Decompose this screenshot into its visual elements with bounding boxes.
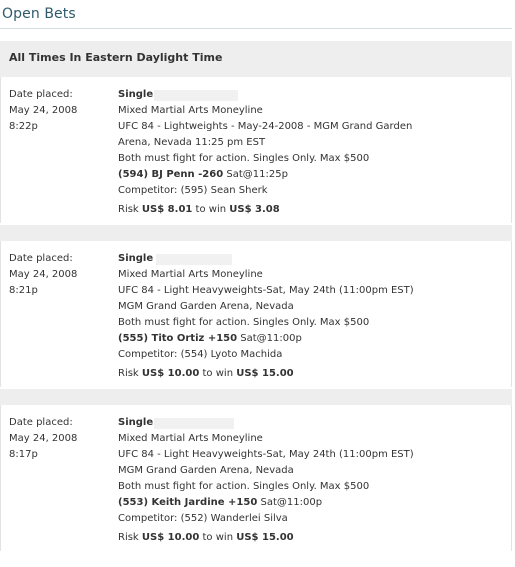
risk-label: Risk bbox=[118, 532, 139, 543]
bet-rules: Both must fight for action. Singles Only. Max $500 bbox=[118, 481, 370, 492]
redacted-ticket-number bbox=[154, 418, 234, 429]
bet-market: Mixed Martial Arts Moneyline bbox=[118, 105, 263, 116]
win-amount: US$ 15.00 bbox=[236, 532, 294, 543]
bet-date-column bbox=[9, 415, 77, 463]
bet-market: Mixed Martial Arts Moneyline bbox=[118, 433, 263, 444]
date-placed-label: Date placed: bbox=[9, 253, 73, 264]
bet-type: Single bbox=[118, 89, 154, 100]
bet-risk-row bbox=[118, 530, 508, 546]
bet-card bbox=[0, 241, 512, 387]
time-placed-value: 8:21p bbox=[9, 285, 38, 296]
date-placed-value: May 24, 2008 bbox=[9, 433, 78, 444]
date-placed-label: Date placed: bbox=[9, 89, 73, 100]
title-divider bbox=[0, 28, 512, 29]
bet-market: Mixed Martial Arts Moneyline bbox=[118, 269, 263, 280]
bet-type: Single bbox=[118, 253, 154, 264]
bet-card bbox=[0, 77, 512, 223]
page-title: Open Bets bbox=[2, 6, 76, 22]
time-placed-value: 8:22p bbox=[9, 121, 38, 132]
bet-event-line1: UFC 84 - Light Heavyweights-Sat, May 24th (11:00pm EST) bbox=[118, 285, 414, 296]
to-win-label: to win bbox=[202, 532, 234, 543]
bet-card bbox=[0, 405, 512, 551]
to-win-label: to win bbox=[195, 204, 227, 215]
bet-risk-row bbox=[118, 366, 508, 382]
bet-separator bbox=[0, 225, 512, 241]
to-win-label: to win bbox=[202, 368, 234, 379]
redacted-ticket-number bbox=[154, 90, 238, 101]
win-amount: US$ 15.00 bbox=[236, 368, 294, 379]
date-placed-label: Date placed: bbox=[9, 417, 73, 428]
bet-selection-time: Sat@11:25p bbox=[226, 169, 288, 180]
time-placed-value: 8:17p bbox=[9, 449, 38, 460]
bet-event-line2: MGM Grand Garden Arena, Nevada bbox=[118, 301, 294, 312]
bet-competitor: Competitor: (552) Wanderlei Silva bbox=[118, 513, 288, 524]
bet-details-column bbox=[118, 87, 508, 218]
redacted-ticket-number bbox=[156, 254, 232, 265]
bet-separator bbox=[0, 389, 512, 405]
bet-event-line2: MGM Grand Garden Arena, Nevada bbox=[118, 465, 294, 476]
bet-selection-time: Sat@11:00p bbox=[240, 333, 302, 344]
bet-event-line1: UFC 84 - Lightweights - May-24-2008 - MGM Grand Garden bbox=[118, 121, 413, 132]
bet-event-line2: Arena, Nevada 11:25 pm EST bbox=[118, 137, 266, 148]
bet-competitor: Competitor: (595) Sean Sherk bbox=[118, 185, 268, 196]
risk-amount: US$ 8.01 bbox=[141, 204, 193, 215]
timezone-banner bbox=[0, 41, 512, 77]
bet-event-line1: UFC 84 - Light Heavyweights-Sat, May 24th (11:00pm EST) bbox=[118, 449, 414, 460]
bet-selection: (555) Tito Ortiz +150 bbox=[118, 333, 238, 344]
risk-amount: US$ 10.00 bbox=[141, 368, 200, 379]
risk-label: Risk bbox=[118, 204, 139, 215]
bet-rules: Both must fight for action. Singles Only. Max $500 bbox=[118, 153, 370, 164]
bet-risk-row bbox=[118, 202, 508, 218]
date-placed-value: May 24, 2008 bbox=[9, 269, 78, 280]
bet-competitor: Competitor: (554) Lyoto Machida bbox=[118, 349, 283, 360]
bet-details-column bbox=[118, 415, 508, 546]
bet-details-column bbox=[118, 251, 508, 382]
date-placed-value: May 24, 2008 bbox=[9, 105, 78, 116]
timezone-banner-text: All Times In Eastern Daylight Time bbox=[9, 51, 223, 64]
bet-type: Single bbox=[118, 417, 154, 428]
bet-rules: Both must fight for action. Singles Only. Max $500 bbox=[118, 317, 370, 328]
bet-date-column bbox=[9, 251, 77, 299]
win-amount: US$ 3.08 bbox=[229, 204, 280, 215]
bet-date-column bbox=[9, 87, 77, 135]
risk-label: Risk bbox=[118, 368, 139, 379]
bet-selection-time: Sat@11:00p bbox=[260, 497, 323, 508]
bet-selection: (553) Keith Jardine +150 bbox=[118, 497, 258, 508]
risk-amount: US$ 10.00 bbox=[141, 532, 200, 543]
bet-selection: (594) BJ Penn -260 bbox=[118, 169, 224, 180]
